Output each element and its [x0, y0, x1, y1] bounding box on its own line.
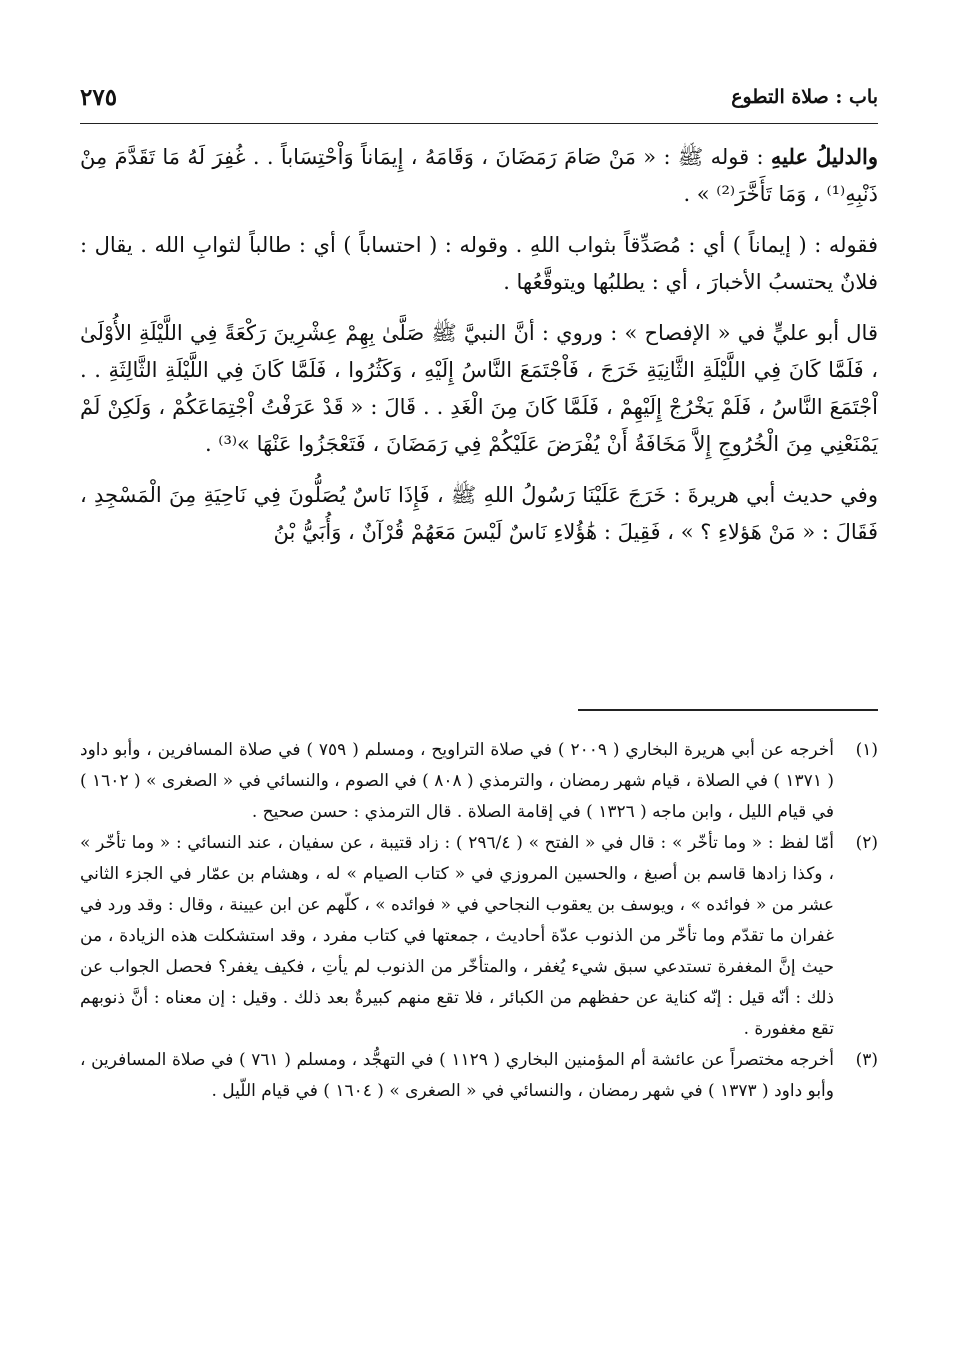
- paragraph-1: [80, 138, 878, 213]
- paragraph-text: وفي حديث أبي هريرةَ : خَرَجَ عَلَيْنَا رَسُولُ اللهِ ﷺ ، فَإِذَا نَاسٌ يُصَلُّونَ فِي نَاحِيَةِ مِنَ الْمَسْجِدِ ، فَقَالَ : « مَنْ هَؤلاءِ ؟ » ، فَقِيلَ : هَٰؤُلاءِ نَاسٌ لَيْسَ مَعَهُمْ قُرْآنٌ ، وَأُبَيُّ بْنُ: [80, 483, 878, 544]
- footnote-2: [80, 828, 878, 1045]
- running-title: باب : صلاة التطوع: [731, 86, 878, 108]
- page-number: ٢٧٥: [80, 84, 118, 111]
- footnote-text: أخرجه عن أبي هريرة البخاري ( ٢٠٠٩ ) في صلاة التراويح ، ومسلم ( ٧٥٩ ) في صلاة المسافرين ، وأبو داود ( ١٣٧١ ) في الصلاة ، قيام شهر رمضان ، والترمذي ( ٨٠٨ ) في الصوم ، والنسائي في « الصغرى » ( ١٦٠٢ ) في قيام الليل ، وابن ماجه ( ١٣٢٦ ) في إقامة الصلاة . قال الترمذي : حسن صحيح .: [80, 740, 834, 822]
- footnote-divider: [578, 709, 878, 711]
- paragraph-text: فقوله : ( إيماناً ) أي : مُصَدِّقاً بثواب اللهِ . وقوله : ( احتساباً ) أي : طالباً لثوابِ الله . يقال : فلانٌ يحتسبُ الأخبارَ ، أي : يطلبُها ويتوقَّعُها .: [80, 233, 878, 294]
- footnote-text: أمّا لفظ : « وما تأخّر » : قال في « الفتح » ( ٢٩٦/٤ ) : زاد قتيبة ، عن سفيان ، عند النسائي : « وما تأخّر » ، وكذا زادها قاسم بن أصبغ ، والحسين المروزي في « كتاب الصيام » له ، وهشام بن عمّار في الجزء الثاني عشر من « فوائده » ، ويوسف بن يعقوب النجاحي في « فوائده » ، كلّهم عن ابن عيينة ، وقال : وقد ورد في غفران ما تقدّم وما تأخّر من الذنوب عدّة أحاديث ، جمعتها في كتاب مفرد ، وقد استشكلت هذه الزيادة ، من حيث إنَّ المغفرة تستدعي سبق شيء يُغفر ، والمتأخّر من الذنوب لم يأتِ ، فكيف يغفر؟ فحصل الجواب عن ذلك : أنّه قيل : إنّه كناية عن حفظهم من الكبائر ، فلا تقع منهم كبيرةٌ بعد ذلك . وقيل : إن معناه : أنَّ ذنوبهم تقع مغفورة .: [80, 833, 834, 1039]
- footnote-1: [80, 735, 878, 828]
- paragraph-text: : قوله ﷺ : « مَنْ صَامَ رَمَضَانَ ، وَقَامَهُ ، إِيمَاناً وَاْحْتِسَاباً . . غُفِرَ لَهُ مَا تَقَدَّمَ مِنْ ذَنْبِهِ⁽¹⁾ ، وَمَا تَأَخَّرَ⁽²⁾ » .: [80, 145, 878, 206]
- paragraph-text: قال أبو عليٍّ في « الإفصاح » : وروي : أنَّ النبيَّ ﷺ صَلَّىٰ بِهِمْ عِشْرِينَ رَكْعَةً فِي اللَّيْلَةِ الأُوْلَىٰ ، فَلَمَّا كَانَ فِي اللَّيْلَةِ الثَّانِيَةِ خَرَجَ ، فَاْجْتَمَعَ النَّاسُ إِلَيْهِ ، وَكَثُرُوا ، فَلَمَّا كَانَ فِي اللَّيْلَةِ الثَّالِثَةِ . . اْجْتَمَعَ النَّاسُ ، فَلَمْ يَخْرُجْ إِلَيْهِمْ ، فَلَمَّا كَانَ مِنَ الْغَدِ . . قَالَ : « قَدْ عَرَفْتُ اْجْتِمَاعَكُمْ ، وَلَكِنْ لَمْ يَمْنَعْنِي مِنَ الْخُرُوجِ إِلاَّ مَخَافَةُ أَنْ يُفْرَضَ عَلَيْكُمْ فِي رَمَضَانَ ، فَتَعْجَزُوا عَنْهَا »⁽³⁾ .: [80, 321, 878, 456]
- paragraph-2: [80, 227, 878, 301]
- main-text: [80, 138, 878, 565]
- paragraph-4: [80, 477, 878, 551]
- paragraph-3: [80, 315, 878, 463]
- page-header: [80, 84, 878, 124]
- paragraph-lead: والدليلُ عليهِ: [770, 144, 878, 169]
- header-divider: [80, 123, 878, 124]
- footnote-number: (١): [855, 740, 878, 760]
- footnote-text: أخرجه مختصراً عن عائشة أم المؤمنين البخاري ( ١١٢٩ ) في التهجُّد ، ومسلم ( ٧٦١ ) في صلاة المسافرين ، وأبو داود ( ١٣٧٣ ) في شهر رمضان ، والنسائي في « الصغرى » ( ١٦٠٤ ) في قيام اللّيل .: [80, 1050, 835, 1101]
- footnote-3: [80, 1045, 878, 1107]
- footnotes: [80, 735, 878, 1107]
- footnote-number: (٢): [855, 833, 878, 853]
- footnote-number: (٣): [855, 1050, 878, 1070]
